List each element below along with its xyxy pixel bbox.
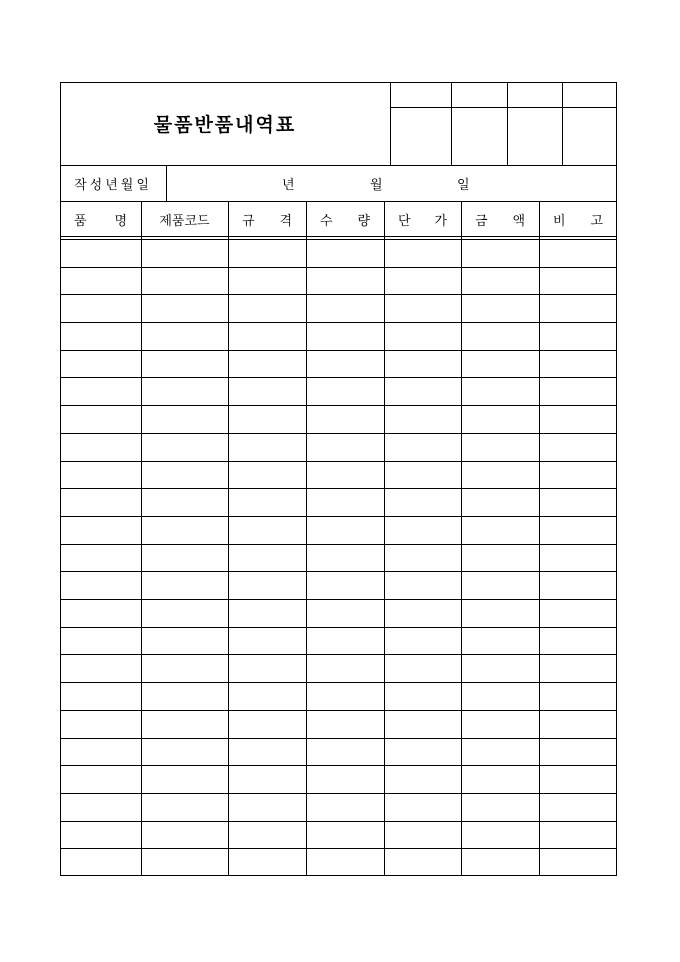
column-header-text: 제품코드: [159, 213, 210, 229]
table-cell[interactable]: [229, 600, 306, 626]
table-cell[interactable]: [540, 434, 617, 460]
table-cell[interactable]: [142, 655, 228, 681]
table-cell[interactable]: [385, 655, 461, 681]
table-cell[interactable]: [307, 489, 384, 515]
table-cell[interactable]: [540, 351, 617, 377]
table-cell[interactable]: [61, 655, 141, 681]
table-cell[interactable]: [307, 295, 384, 321]
table-cell[interactable]: [540, 295, 617, 321]
table-cell[interactable]: [540, 655, 617, 681]
date-row-bottom-border: [60, 201, 617, 202]
table-cell[interactable]: [142, 628, 228, 654]
table-cell[interactable]: [540, 545, 617, 571]
table-cell[interactable]: [385, 849, 461, 875]
table-cell[interactable]: [307, 766, 384, 792]
table-cell[interactable]: [142, 600, 228, 626]
column-header-text: 량: [357, 213, 370, 229]
table-cell[interactable]: [540, 489, 617, 515]
table-cell[interactable]: [61, 378, 141, 404]
table-cell[interactable]: [229, 351, 306, 377]
approval-box-divider: [562, 82, 563, 165]
table-cell[interactable]: [385, 462, 461, 488]
title-row-bottom-border: [60, 165, 617, 166]
table-cell[interactable]: [462, 406, 539, 432]
table-cell[interactable]: [61, 794, 141, 820]
table-cell[interactable]: [462, 628, 539, 654]
table-cell[interactable]: [462, 489, 539, 515]
table-cell[interactable]: [142, 351, 228, 377]
column-header: [306, 201, 384, 237]
table-cell[interactable]: [307, 545, 384, 571]
table-cell[interactable]: [229, 822, 306, 848]
table-cell[interactable]: [229, 711, 306, 737]
table-cell[interactable]: [462, 766, 539, 792]
table-cell[interactable]: [385, 822, 461, 848]
table-cell[interactable]: [142, 794, 228, 820]
table-cell[interactable]: [229, 462, 306, 488]
table-cell[interactable]: [540, 822, 617, 848]
table-cell[interactable]: [540, 849, 617, 875]
column-header: [228, 201, 306, 237]
table-cell[interactable]: [307, 268, 384, 294]
table-cell[interactable]: [540, 766, 617, 792]
table-cell[interactable]: [61, 739, 141, 765]
table-cell[interactable]: [229, 572, 306, 598]
table-cell[interactable]: [229, 378, 306, 404]
date-label-divider: [166, 165, 167, 201]
year-unit: 년: [282, 177, 295, 193]
table-cell[interactable]: [385, 794, 461, 820]
approval-box-divider: [451, 82, 452, 165]
table-cell[interactable]: [142, 489, 228, 515]
table-cell[interactable]: [142, 739, 228, 765]
table-cell[interactable]: [540, 378, 617, 404]
table-cell[interactable]: [462, 683, 539, 709]
column-header-bottom-border: [60, 236, 617, 237]
table-cell[interactable]: [462, 268, 539, 294]
table-cell[interactable]: [462, 240, 539, 266]
table-cell[interactable]: [385, 766, 461, 792]
table-cell[interactable]: [540, 323, 617, 349]
table-cell[interactable]: [307, 739, 384, 765]
table-cell[interactable]: [385, 295, 461, 321]
day-unit: 일: [457, 177, 470, 193]
table-cell[interactable]: [307, 711, 384, 737]
table-cell[interactable]: [540, 462, 617, 488]
column-header-text: 수: [320, 213, 333, 229]
table-cell[interactable]: [540, 739, 617, 765]
table-cell[interactable]: [540, 794, 617, 820]
table-cell[interactable]: [229, 434, 306, 460]
table-cell[interactable]: [142, 517, 228, 543]
column-header-text: 단: [398, 213, 411, 229]
table-cell[interactable]: [142, 378, 228, 404]
table-cell[interactable]: [307, 628, 384, 654]
table-cell[interactable]: [307, 822, 384, 848]
column-header-text: 격: [279, 213, 292, 229]
table-cell[interactable]: [307, 462, 384, 488]
table-cell[interactable]: [540, 600, 617, 626]
table-cell[interactable]: [462, 323, 539, 349]
approval-area-left-border: [390, 82, 391, 165]
table-cell[interactable]: [61, 462, 141, 488]
table-cell[interactable]: [61, 572, 141, 598]
column-header-text: 가: [434, 213, 447, 229]
table-cell[interactable]: [61, 406, 141, 432]
table-cell[interactable]: [462, 849, 539, 875]
table-cell[interactable]: [142, 406, 228, 432]
table-cell[interactable]: [61, 489, 141, 515]
table-cell[interactable]: [61, 323, 141, 349]
column-header-text: 품: [74, 213, 87, 229]
table-cell[interactable]: [229, 794, 306, 820]
table-cell[interactable]: [61, 351, 141, 377]
table-cell[interactable]: [307, 517, 384, 543]
table-cell[interactable]: [142, 849, 228, 875]
table-cell[interactable]: [307, 434, 384, 460]
table-cell[interactable]: [540, 268, 617, 294]
table-cell[interactable]: [385, 711, 461, 737]
table-cell[interactable]: [142, 295, 228, 321]
table-cell[interactable]: [307, 600, 384, 626]
table-cell[interactable]: [462, 794, 539, 820]
table-cell[interactable]: [385, 739, 461, 765]
table-cell[interactable]: [61, 268, 141, 294]
table-cell[interactable]: [462, 600, 539, 626]
table-cell[interactable]: [61, 600, 141, 626]
table-cell[interactable]: [229, 268, 306, 294]
table-cell[interactable]: [462, 295, 539, 321]
table-cell[interactable]: [385, 323, 461, 349]
table-cell[interactable]: [142, 572, 228, 598]
table-cell[interactable]: [229, 323, 306, 349]
table-cell[interactable]: [540, 240, 617, 266]
table-cell[interactable]: [307, 323, 384, 349]
table-cell[interactable]: [142, 434, 228, 460]
date-label: 작성년월일: [74, 177, 152, 193]
table-cell[interactable]: [229, 295, 306, 321]
table-cell[interactable]: [462, 517, 539, 543]
table-cell[interactable]: [142, 545, 228, 571]
table-cell[interactable]: [307, 683, 384, 709]
table-cell[interactable]: [229, 683, 306, 709]
table-cell[interactable]: [540, 517, 617, 543]
table-cell[interactable]: [142, 683, 228, 709]
month-unit: 월: [370, 177, 383, 193]
table-cell[interactable]: [385, 434, 461, 460]
table-cell[interactable]: [540, 683, 617, 709]
column-header-text: 액: [512, 213, 525, 229]
column-header: [539, 201, 617, 237]
table-cell[interactable]: [229, 655, 306, 681]
table-cell[interactable]: [540, 406, 617, 432]
table-cell[interactable]: [142, 240, 228, 266]
table-cell[interactable]: [61, 240, 141, 266]
column-header-text: 명: [114, 213, 127, 229]
table-cell[interactable]: [462, 739, 539, 765]
table-cell[interactable]: [229, 628, 306, 654]
table-cell[interactable]: [229, 240, 306, 266]
table-cell[interactable]: [142, 766, 228, 792]
table-cell[interactable]: [385, 240, 461, 266]
table-cell[interactable]: [307, 849, 384, 875]
table-cell[interactable]: [385, 545, 461, 571]
table-cell[interactable]: [307, 240, 384, 266]
table-cell[interactable]: [462, 434, 539, 460]
column-header: [461, 201, 539, 237]
table-cell[interactable]: [462, 822, 539, 848]
table-cell[interactable]: [142, 323, 228, 349]
table-cell[interactable]: [462, 655, 539, 681]
table-cell[interactable]: [142, 711, 228, 737]
column-header: [141, 201, 228, 237]
table-cell[interactable]: [307, 655, 384, 681]
table-cell[interactable]: [462, 378, 539, 404]
table-cell[interactable]: [462, 711, 539, 737]
table-cell[interactable]: [307, 794, 384, 820]
table-cell[interactable]: [61, 517, 141, 543]
table-cell[interactable]: [462, 351, 539, 377]
table-cell[interactable]: [385, 406, 461, 432]
column-header-text: 비: [553, 213, 566, 229]
table-cell[interactable]: [229, 739, 306, 765]
table-cell[interactable]: [229, 766, 306, 792]
table-cell[interactable]: [462, 545, 539, 571]
table-cell[interactable]: [229, 545, 306, 571]
table-cell[interactable]: [307, 378, 384, 404]
table-cell[interactable]: [307, 572, 384, 598]
table-cell[interactable]: [229, 849, 306, 875]
table-cell[interactable]: [462, 462, 539, 488]
table-cell[interactable]: [229, 517, 306, 543]
table-cell[interactable]: [307, 351, 384, 377]
table-cell[interactable]: [61, 295, 141, 321]
approval-box-divider: [507, 82, 508, 165]
table-cell[interactable]: [540, 711, 617, 737]
table-cell[interactable]: [385, 489, 461, 515]
table-cell[interactable]: [61, 434, 141, 460]
table-cell[interactable]: [385, 268, 461, 294]
table-cell[interactable]: [385, 517, 461, 543]
form-title: 물품반품내역표: [153, 114, 297, 136]
column-header-text: 규: [242, 213, 255, 229]
table-cell[interactable]: [385, 351, 461, 377]
table-cell[interactable]: [61, 849, 141, 875]
table-cell[interactable]: [142, 822, 228, 848]
table-cell[interactable]: [540, 572, 617, 598]
table-cell[interactable]: [385, 572, 461, 598]
table-cell[interactable]: [385, 628, 461, 654]
table-cell[interactable]: [307, 406, 384, 432]
table-cell[interactable]: [142, 268, 228, 294]
column-header-text: 금: [475, 213, 488, 229]
table-cell[interactable]: [385, 600, 461, 626]
table-cell[interactable]: [61, 628, 141, 654]
column-header: [60, 201, 141, 237]
table-cell[interactable]: [61, 545, 141, 571]
table-cell[interactable]: [142, 462, 228, 488]
column-header: [384, 201, 461, 237]
table-cell[interactable]: [385, 683, 461, 709]
table-cell[interactable]: [61, 822, 141, 848]
approval-label-divider: [390, 107, 617, 108]
table-cell[interactable]: [462, 572, 539, 598]
column-header-text: 고: [590, 213, 603, 229]
table-cell[interactable]: [385, 378, 461, 404]
table-cell[interactable]: [229, 406, 306, 432]
table-cell[interactable]: [229, 489, 306, 515]
table-cell[interactable]: [61, 711, 141, 737]
table-cell[interactable]: [61, 766, 141, 792]
table-cell[interactable]: [61, 683, 141, 709]
table-cell[interactable]: [540, 628, 617, 654]
